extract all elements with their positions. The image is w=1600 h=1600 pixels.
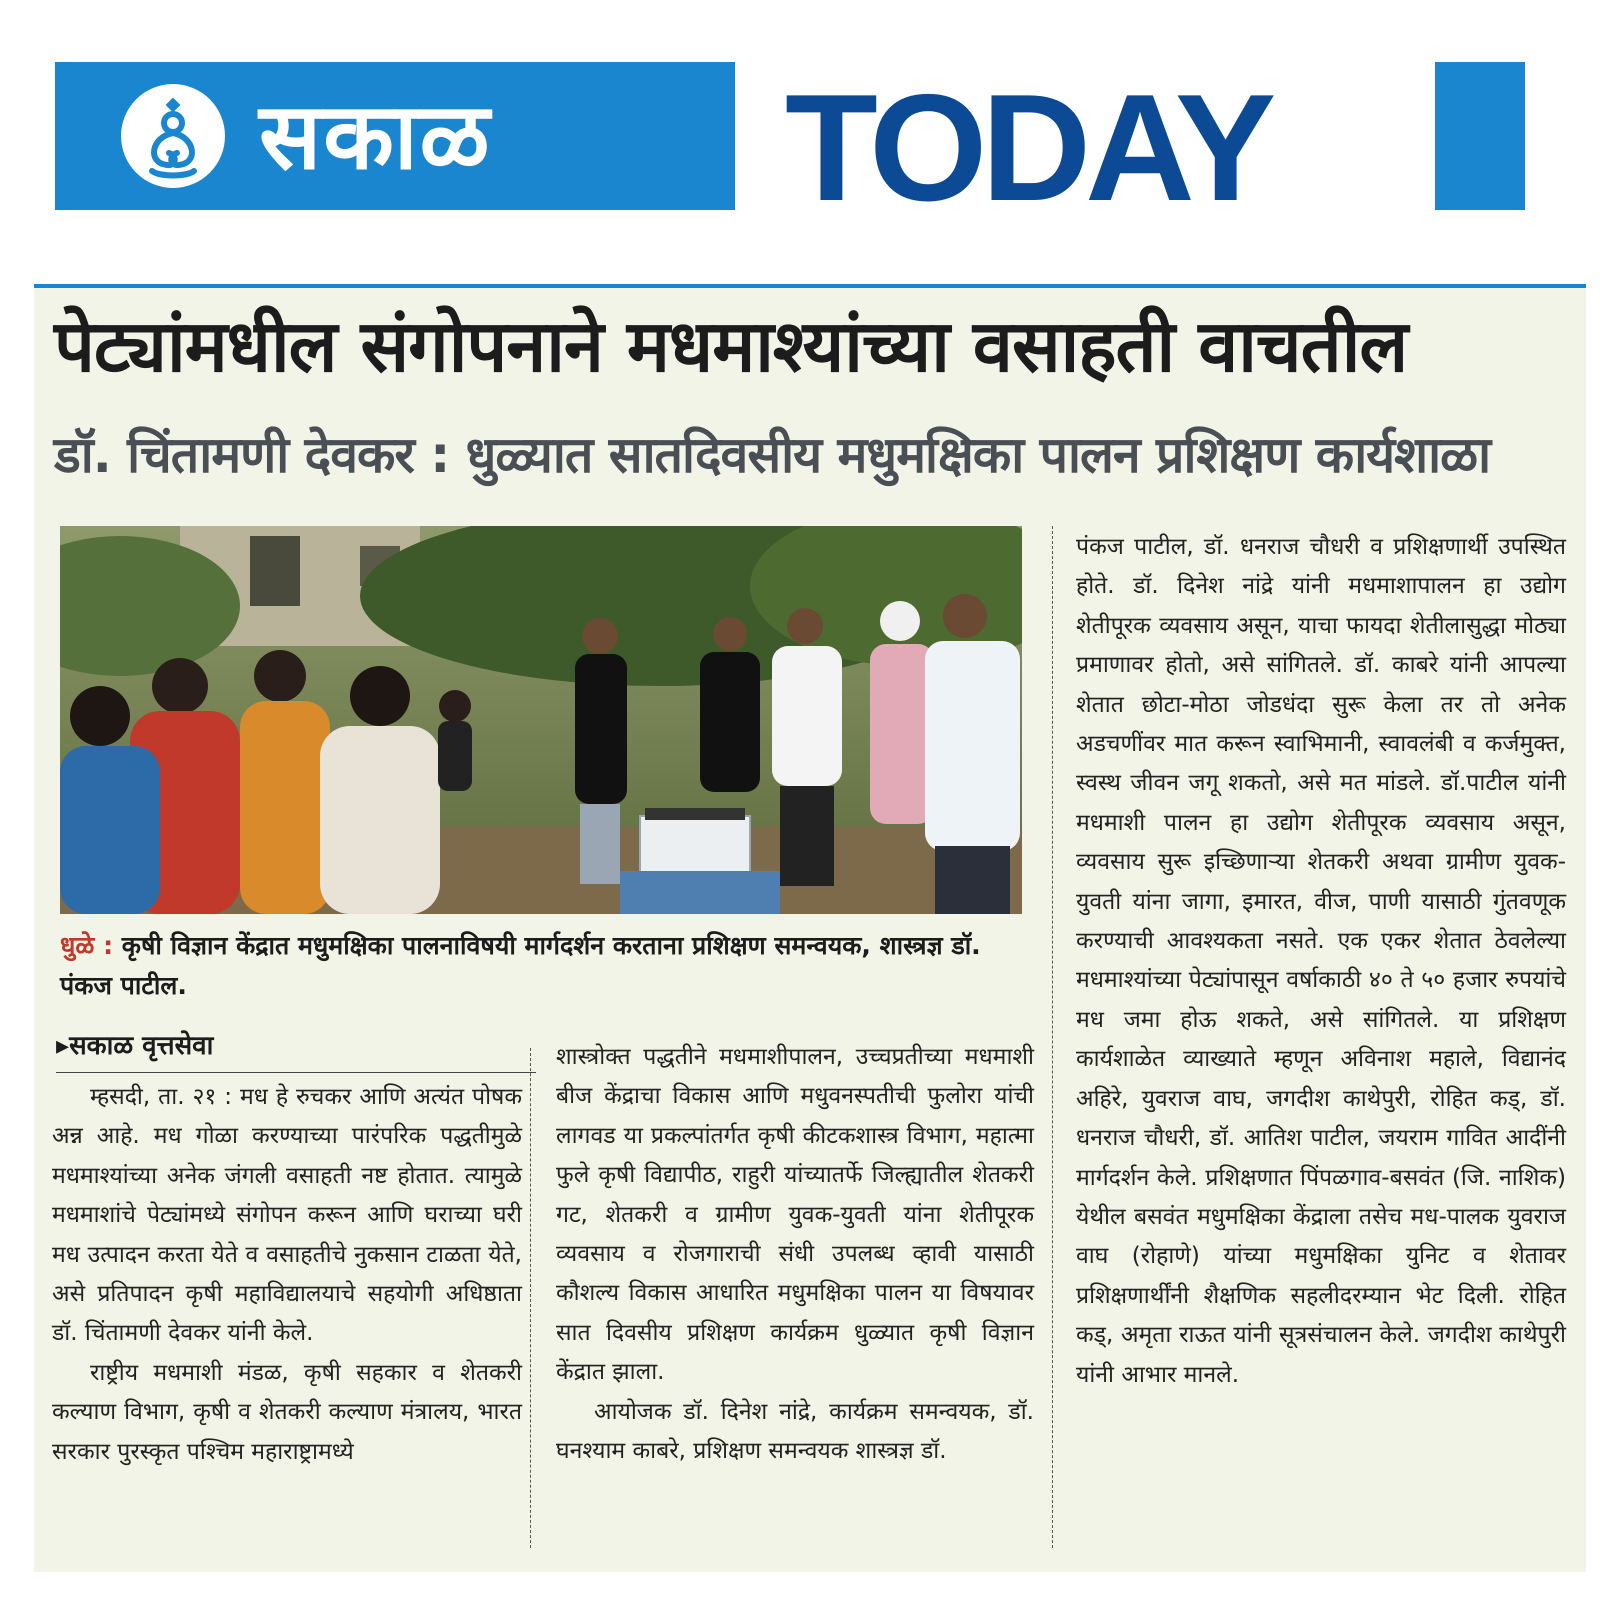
- photo-caption: [60, 926, 1022, 1006]
- brand-name: सकाळ: [259, 82, 492, 190]
- paragraph: शास्त्रोक्त पद्धतीने मधमाशीपालन, उच्चप्रतीच्या मधमाशी बीज केंद्राचा विकास आणि मधुवनस्पतीची फुलोरा यांची लागवड या प्रकल्पांतर्गत कृषी कीटकशास्त्र विभाग, महात्मा फुले कृषी विद्यापीठ, राहुरी यांच्यातर्फे जिल्ह्यातील शेतकरी गट, शेतकरी व ग्रामीण युवक-युवती यांना शेतीपूरक व्यवसाय व रोजगाराची संधी उपलब्ध व्हावी यासाठी कौशल्य विकास आधारित मधुमक्षिका पालन या विषयावर सात दिवसीय प्रशिक्षण कार्यक्रम धुळ्यात कृषी विज्ञान केंद्रात झाला.: [556, 1044, 1034, 1386]
- news-article: [34, 284, 1586, 1572]
- paragraph: राष्ट्रीय मधमाशी मंडळ, कृषी सहकार व शेतकरी कल्याण विभाग, कृषी व शेतकरी कल्याण मंत्रालय, भारत सरकार पुरस्कृत पश्चिम महाराष्ट्रामध्ये: [52, 1359, 522, 1465]
- byline: [56, 1026, 536, 1073]
- article-column-2: [556, 1038, 1034, 1471]
- edition-panel: [735, 62, 1435, 233]
- edition-title: TODAY: [785, 63, 1271, 233]
- masthead: [55, 62, 1525, 233]
- paragraph: म्हसदी, ता. २१ : मध हे रुचकर आणि अत्यंत पोषक अन्न आहे. मध गोळा करण्याच्या पारंपरिक पद्धतीमुळे मधमाश्यांच्या अनेक जंगली वसाहती नष्ट होतात. त्यामुळे मधमाशांचे पेट्यांमध्ये संगोपन करून आणि घराच्या घरी मध उत्पादन करता येते व वसाहतीचे नुकसान टाळता येते, असे प्रतिपादन कृषी महाविद्यालयाचे सहयोगी अधिष्ठाता डॉ. चिंतामणी देवकर यांनी केले.: [52, 1084, 522, 1347]
- byline-text: सकाळ वृत्तसेवा: [69, 1031, 214, 1061]
- caption-text: कृषी विज्ञान केंद्रात मधुमक्षिका पालनाविषयी मार्गदर्शन करताना प्रशिक्षण समन्वयक, शास्त्रज्ञ डॉ. पंकज पाटील.: [60, 931, 981, 1000]
- headline: पेट्यांमधील संगोपनाने मधमाश्यांच्या वसाहती वाचतील: [54, 304, 1408, 388]
- news-photo: [60, 526, 1022, 914]
- paragraph: आयोजक डॉ. दिनेश नांद्रे, कार्यक्रम समन्वयक, डॉ. घनश्याम काबरे, प्रशिक्षण समन्वयक शास्त्रज्ञ डॉ.: [556, 1398, 1034, 1465]
- subheadline: डॉ. चिंतामणी देवकर : धुळ्यात सातदिवसीय मधुमक्षिका पालन प्रशिक्षण कार्यशाळा: [54, 426, 1491, 484]
- byline-arrow-icon: ▸: [56, 1031, 70, 1061]
- column-divider: [1052, 526, 1053, 1548]
- sakal-logo-icon: [121, 84, 225, 188]
- article-column-3: [1076, 528, 1566, 1395]
- brand-block: [55, 62, 735, 210]
- article-column-1: [52, 1078, 522, 1472]
- caption-place: धुळे :: [60, 931, 114, 960]
- paragraph: पंकज पाटील, डॉ. धनराज चौधरी व प्रशिक्षणार्थी उपस्थित होते. डॉ. दिनेश नांद्रे यांनी मधमाशापालन हा उद्योग शेतीपूरक व्यवसाय असून, याचा फायदा शेतीलासुद्धा मोठ्या प्रमाणावर होतो, असे सांगितले. डॉ. काबरे यांनी आपल्या शेतात छोटा-मोठा जोडधंदा सुरू केला तर तो अनेक अडचणींवर मात करून स्वाभिमानी, स्वावलंबी व कर्जमुक्त, स्वस्थ जीवन जगू शकतो, असे मत मांडले. डॉ.पाटील यांनी मधमाशी पालन हा उद्योग शेतीपूरक व्यवसाय असून, व्यवसाय सुरू इच्छिणाऱ्या शेतकरी अथवा ग्रामीण युवक-युवती यांना जागा, इमारत, वीज, पाणी यासाठी गुंतवणूक करण्याची आवश्यकता नसते. एक एकर शेतात ठेवलेल्या मधमाश्यांच्या पेट्यांपासून वर्षाकाठी ४० ते ५० हजार रुपयांचे मध जमा होऊ शकते, असे सांगितले. या प्रशिक्षण कार्यशाळेत व्याख्याते म्हणून अविनाश महाले, विद्यानंद अहिरे, युवराज वाघ, जगदीश काथेपुरी, रोहित कड्, डॉ. धनराज चौधरी, डॉ. आतिश पाटील, जयराम गावित आदींनी मार्गदर्शन केले. प्रशिक्षणात पिंपळगाव-बसवंत (जि. नाशिक) येथील बसवंत मधुमक्षिका केंद्राला तसेच मध-पालक युवराज वाघ (रोहाणे) यांच्या मधुमक्षिका युनिट व शेतावर प्रशिक्षणार्थींनी शैक्षणिक सहलीदरम्यान भेट दिली. रोहित कड्, अमृता राऊत यांनी सूत्रसंचालन केले. जगदीश काथेपुरी यांनी आभार मानले.: [1076, 534, 1566, 1388]
- column-divider: [530, 1048, 531, 1548]
- edition-block: [735, 62, 1525, 233]
